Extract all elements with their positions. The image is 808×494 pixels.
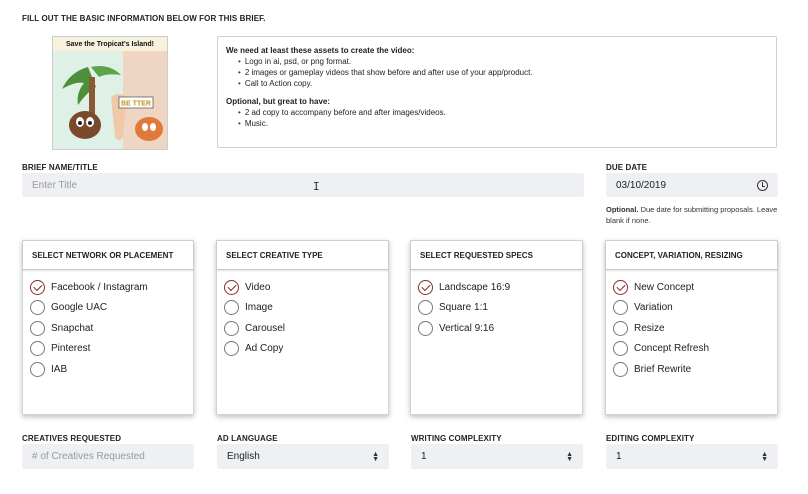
concept-option-rewrite[interactable]: Brief Rewrite [606, 359, 777, 380]
list-item: • Call to Action copy. [238, 78, 768, 89]
creative-option-ad-copy[interactable]: Ad Copy [217, 339, 388, 360]
radio-icon[interactable] [418, 321, 433, 336]
required-list [226, 56, 768, 89]
concept-option-variation[interactable]: Variation [606, 298, 777, 319]
list-item: • Logo in ai, psd, or png format. [238, 56, 768, 67]
radio-icon[interactable] [613, 341, 628, 356]
radio-icon[interactable] [30, 341, 45, 356]
creative-option-carousel[interactable]: Carousel [217, 318, 388, 339]
concept-option-refresh[interactable]: Concept Refresh [606, 339, 777, 360]
optional-list [226, 107, 768, 129]
form-instruction: FILL OUT THE BASIC INFORMATION BELOW FOR THIS BRIEF. [22, 14, 266, 23]
network-card [22, 240, 194, 415]
text-cursor-icon: I [313, 180, 320, 193]
list-item: • 2 ad copy to accompany before and after images/videos. [238, 107, 768, 118]
network-option-facebook[interactable]: Facebook / Instagram [23, 277, 193, 298]
radio-icon[interactable] [613, 300, 628, 315]
specs-card [410, 240, 583, 415]
network-option-snapchat[interactable]: Snapchat [23, 318, 193, 339]
radio-icon[interactable] [613, 362, 628, 377]
radio-icon[interactable] [224, 321, 239, 336]
radio-checked-icon[interactable] [224, 280, 239, 295]
radio-icon[interactable] [30, 362, 45, 377]
required-heading: We need at least these assets to create the video: [226, 46, 415, 55]
brief-name-label: BRIEF NAME/TITLE [22, 163, 98, 172]
radio-checked-icon[interactable] [418, 280, 433, 295]
list-item: • Music. [238, 118, 768, 129]
concept-card [605, 240, 778, 415]
list-item: • 2 images or gameplay videos that show before and after use of your app/product. [238, 67, 768, 78]
specs-option-vertical[interactable]: Vertical 9:16 [411, 318, 582, 339]
concept-option-new[interactable]: New Concept [606, 277, 777, 298]
game-thumbnail [52, 36, 168, 150]
radio-icon[interactable] [30, 321, 45, 336]
thumbnail-title: Save the Tropicat's Island! [65, 41, 155, 48]
radio-checked-icon[interactable] [30, 280, 45, 295]
creative-type-card [216, 240, 389, 415]
radio-checked-icon[interactable] [613, 280, 628, 295]
creative-type-card-title: SELECT CREATIVE TYPE [217, 241, 388, 270]
creatives-requested-label: CREATIVES REQUESTED [22, 434, 122, 443]
requirements-box [217, 36, 777, 148]
network-option-pinterest[interactable]: Pinterest [23, 339, 193, 360]
editing-complexity-label: EDITING COMPLEXITY [606, 434, 695, 443]
due-date-label: DUE DATE [606, 163, 648, 172]
optional-heading: Optional, but great to have: [226, 97, 331, 106]
radio-icon[interactable] [613, 321, 628, 336]
thumbnail-badge: BE TTER [121, 100, 151, 108]
brief-name-input[interactable]: Enter Title [22, 173, 584, 197]
network-option-google[interactable]: Google UAC [23, 298, 193, 319]
network-option-iab[interactable]: IAB [23, 359, 193, 380]
radio-icon[interactable] [224, 341, 239, 356]
due-date-note: Optional. Due date for submitting proposals. Leave blank if none. [606, 205, 778, 225]
writing-complexity-label: WRITING COMPLEXITY [411, 434, 502, 443]
select-arrows-icon: ▲ ▼ [566, 450, 573, 463]
concept-option-resize[interactable]: Resize [606, 318, 777, 339]
ad-language-select[interactable]: English ▲ ▼ [217, 444, 389, 469]
specs-option-landscape[interactable]: Landscape 16:9 [411, 277, 582, 298]
clock-icon[interactable] [757, 180, 768, 191]
radio-icon[interactable] [418, 300, 433, 315]
radio-icon[interactable] [30, 300, 45, 315]
concept-card-title: CONCEPT, VARIATION, RESIZING [606, 241, 777, 270]
radio-icon[interactable] [224, 300, 239, 315]
due-date-value: 03/10/2019 [616, 179, 667, 191]
writing-complexity-select[interactable]: 1 ▲ ▼ [411, 444, 583, 469]
ad-language-label: AD LANGUAGE [217, 434, 278, 443]
specs-option-square[interactable]: Square 1:1 [411, 298, 582, 319]
editing-complexity-select[interactable]: 1 ▲ ▼ [606, 444, 778, 469]
creative-option-image[interactable]: Image [217, 298, 388, 319]
creative-option-video[interactable]: Video [217, 277, 388, 298]
select-arrows-icon: ▲ ▼ [761, 450, 768, 463]
thumbnail-art [53, 37, 167, 149]
specs-card-title: SELECT REQUESTED SPECS [411, 241, 582, 270]
due-date-input[interactable] [606, 173, 778, 197]
creatives-requested-input[interactable]: # of Creatives Requested [22, 444, 194, 469]
select-arrows-icon: ▲ ▼ [372, 450, 379, 463]
network-card-title: SELECT NETWORK OR PLACEMENT [23, 241, 193, 270]
